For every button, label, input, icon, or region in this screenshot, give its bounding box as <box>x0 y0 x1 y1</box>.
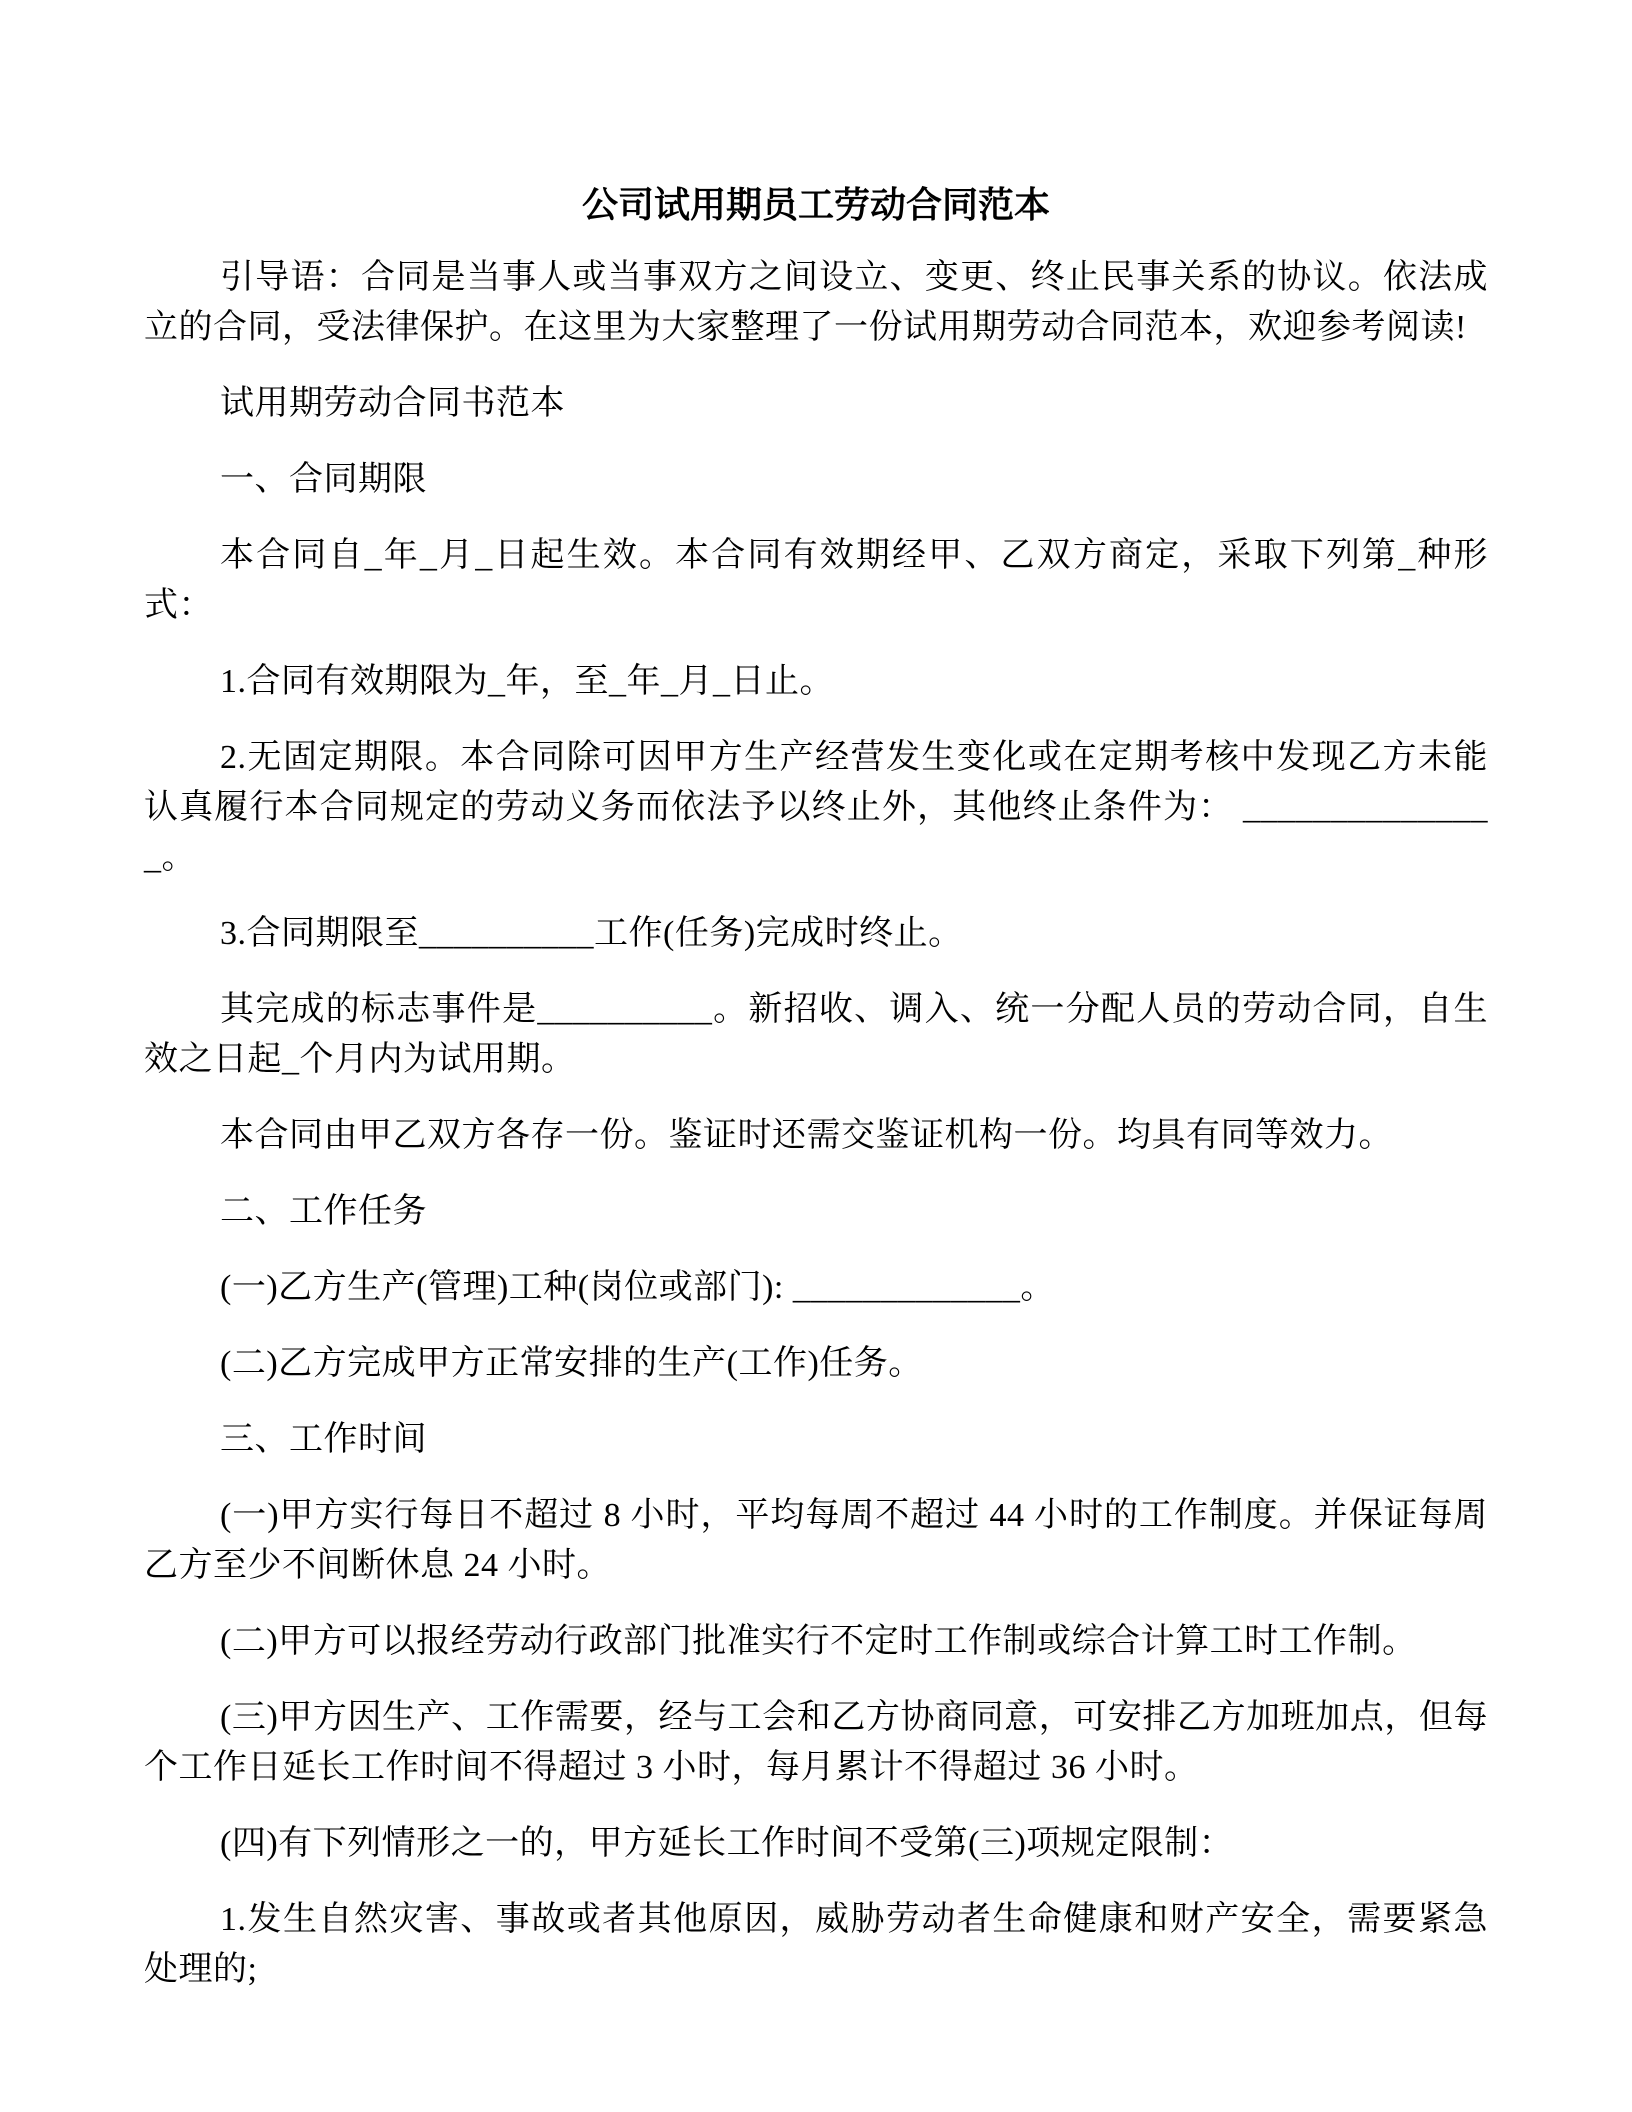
clause-overtime-limit: (三)甲方因生产、工作需要，经与工会和乙方协商同意，可安排乙方加班加点，但每个工作日延长工作时间不得超过 3 小时，每月累计不得超过 36 小时。 <box>144 1699 1488 1786</box>
clause-work-position: (一)乙方生产(管理)工种(岗位或部门): _____________。 <box>220 1269 1055 1306</box>
section-heading-contract-term: 一、合同期限 <box>220 461 427 498</box>
clause-task-term: 3.合同期限至__________工作(任务)完成时终止。 <box>220 915 963 952</box>
clause-emergency-exception: 1.发生自然灾害、事故或者其他原因，威胁劳动者生命健康和财产安全，需要紧急处理的; <box>144 1901 1488 1988</box>
clause-open-term: 2.无固定期限。本合同除可因甲方生产经营发生变化或在定期考核中发现乙方未能认真履行本合同规定的劳动义务而依法予以终止外，其他终止条件为： _______________。 <box>144 739 1488 876</box>
clause-contract-copies: 本合同由甲乙双方各存一份。鉴证时还需交鉴证机构一份。均具有同等效力。 <box>220 1117 1393 1154</box>
paragraph-subtitle: 试用期劳动合同书范本 <box>220 385 565 422</box>
clause-flexible-hours: (二)甲方可以报经劳动行政部门批准实行不定时工作制或综合计算工时工作制。 <box>220 1623 1417 1660</box>
clause-effective-date: 本合同自_年_月_日起生效。本合同有效期经甲、乙双方商定，采取下列第_种形式： <box>144 537 1488 624</box>
section-heading-work-tasks: 二、工作任务 <box>220 1193 427 1230</box>
clause-completion-event: 其完成的标志事件是__________。新招收、调入、统一分配人员的劳动合同，自生效之日起_个月内为试用期。 <box>144 991 1488 1078</box>
clause-work-completion: (二)乙方完成甲方正常安排的生产(工作)任务。 <box>220 1345 923 1382</box>
paragraph-intro: 引导语：合同是当事人或当事双方之间设立、变更、终止民事关系的协议。依法成立的合同，受法律保护。在这里为大家整理了一份试用期劳动合同范本，欢迎参考阅读! <box>144 259 1488 346</box>
section-heading-working-hours: 三、工作时间 <box>220 1421 427 1458</box>
clause-overtime-exception-intro: (四)有下列情形之一的，甲方延长工作时间不受第(三)项规定限制： <box>220 1825 1234 1862</box>
clause-fixed-term: 1.合同有效期限为_年，至_年_月_日止。 <box>220 663 834 700</box>
document-title: 公司试用期员工劳动合同范本 <box>581 184 1050 225</box>
clause-daily-hours: (一)甲方实行每日不超过 8 小时，平均每周不超过 44 小时的工作制度。并保证每周乙方至少不间断休息 24 小时。 <box>144 1497 1488 1584</box>
